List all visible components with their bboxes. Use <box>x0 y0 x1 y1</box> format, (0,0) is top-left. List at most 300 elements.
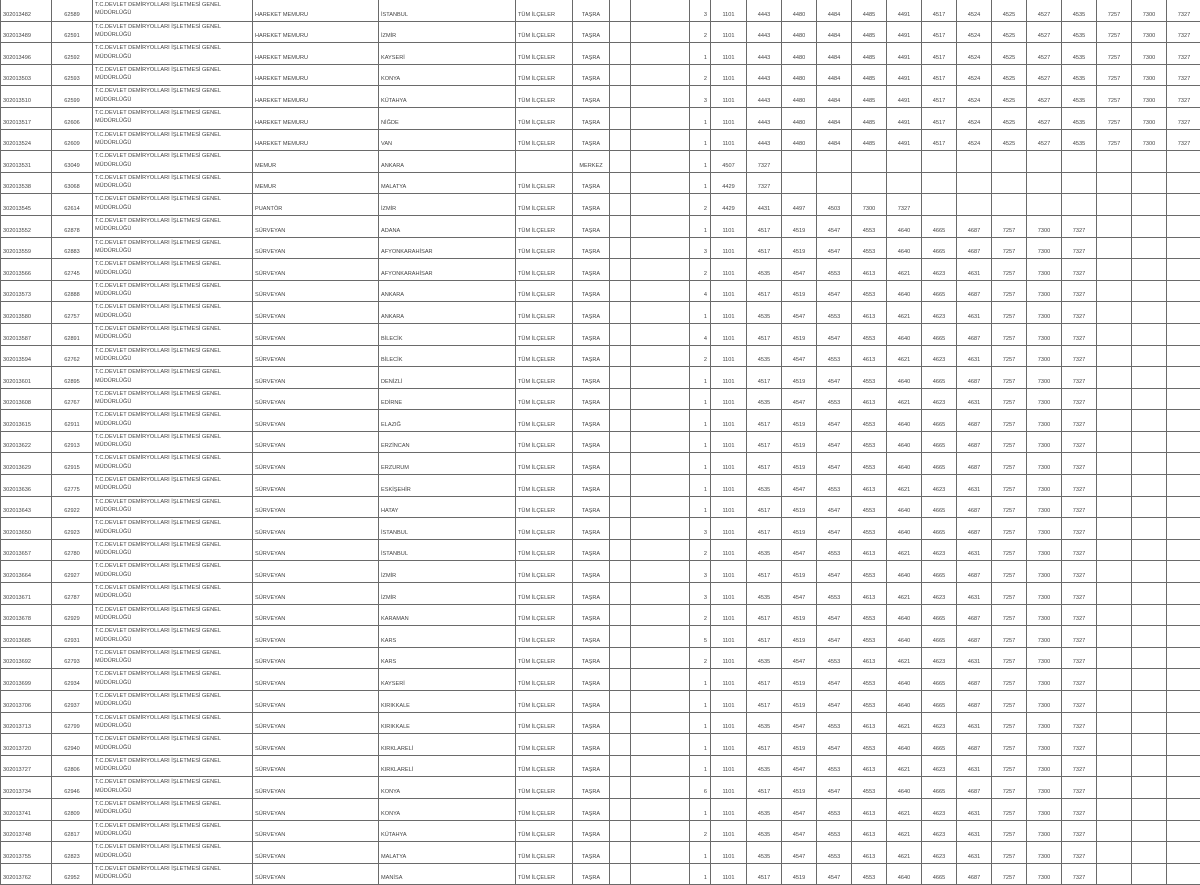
count-cell: 1 <box>690 755 711 777</box>
empty-cell <box>610 151 631 173</box>
qualification-code-cell <box>1132 842 1167 864</box>
position-code-cell: 62589 <box>52 0 93 21</box>
institution-cell <box>93 561 253 583</box>
qualification-code-cell: 7300 <box>1027 367 1062 389</box>
qualification-code-cell: 1101 <box>711 237 747 259</box>
institution-line-1: T.C.DEVLET DEMİRYOLLARI İŞLETMESİ GENEL <box>95 239 250 247</box>
qualification-code-cell <box>1132 431 1167 453</box>
qualification-code-cell <box>1167 323 1200 345</box>
qualification-code-cell: 4535 <box>747 259 782 281</box>
count-cell: 1 <box>690 367 711 389</box>
qualification-code-cell: 4553 <box>817 302 852 324</box>
qualification-code-cell: 1101 <box>711 734 747 756</box>
position-code-cell: 62922 <box>52 496 93 518</box>
institution-line-2: MÜDÜRLÜĞÜ <box>95 139 250 147</box>
institution-cell <box>93 215 253 237</box>
region-cell: TAŞRA <box>573 475 610 497</box>
qualification-code-cell: 4517 <box>922 64 957 86</box>
count-cell: 1 <box>690 734 711 756</box>
district-cell: TÜM İLÇELER <box>516 323 573 345</box>
qualification-code-cell: 4517 <box>747 626 782 648</box>
title-cell: SÜRVEYAN <box>253 691 379 713</box>
position-code-cell: 62762 <box>52 345 93 367</box>
position-id-cell: 302013580 <box>1 302 52 324</box>
qualification-code-cell: 4687 <box>957 280 992 302</box>
qualification-code-cell <box>1097 777 1132 799</box>
qualification-code-cell: 7300 <box>1132 129 1167 151</box>
qualification-code-cell: 4553 <box>852 691 887 713</box>
region-cell: TAŞRA <box>573 863 610 885</box>
table-row <box>1 583 1200 605</box>
city-cell: KONYA <box>379 64 516 86</box>
qualification-code-cell: 4519 <box>782 777 817 799</box>
qualification-code-cell: 7300 <box>1132 86 1167 108</box>
city-cell: ANKARA <box>379 302 516 324</box>
qualification-code-cell: 7257 <box>992 496 1027 518</box>
qualification-code-cell: 4547 <box>817 626 852 648</box>
title-cell: SÜRVEYAN <box>253 777 379 799</box>
qualification-code-cell: 4631 <box>957 475 992 497</box>
qualification-code-cell: 7300 <box>1027 820 1062 842</box>
empty-cell <box>631 453 690 475</box>
qualification-code-cell: 4484 <box>817 21 852 43</box>
qualification-code-cell: 4507 <box>711 151 747 173</box>
position-code-cell: 62878 <box>52 215 93 237</box>
qualification-code-cell <box>1132 626 1167 648</box>
institution-cell <box>93 151 253 173</box>
institution-line-1: T.C.DEVLET DEMİRYOLLARI İŞLETMESİ GENEL <box>95 260 250 268</box>
qualification-code-cell <box>1167 777 1200 799</box>
position-code-cell: 62888 <box>52 280 93 302</box>
region-cell: TAŞRA <box>573 194 610 216</box>
qualification-code-cell: 4491 <box>887 86 922 108</box>
empty-cell <box>610 237 631 259</box>
institution-cell <box>93 280 253 302</box>
city-cell: ESKİŞEHİR <box>379 475 516 497</box>
table-row <box>1 151 1200 173</box>
qualification-code-cell: 4484 <box>817 43 852 65</box>
count-cell: 1 <box>690 107 711 129</box>
qualification-code-cell: 4640 <box>887 691 922 713</box>
region-cell: TAŞRA <box>573 647 610 669</box>
qualification-code-cell: 4525 <box>992 21 1027 43</box>
qualification-code-cell <box>1167 302 1200 324</box>
qualification-code-cell: 4535 <box>1062 107 1097 129</box>
institution-cell <box>93 64 253 86</box>
qualification-code-cell: 7257 <box>992 367 1027 389</box>
qualification-code-cell: 7327 <box>1062 863 1097 885</box>
qualification-code-cell: 4665 <box>922 280 957 302</box>
qualification-code-cell: 4553 <box>852 518 887 540</box>
city-cell: KAYSERİ <box>379 43 516 65</box>
qualification-code-cell: 4519 <box>782 734 817 756</box>
qualification-code-cell <box>1132 345 1167 367</box>
qualification-code-cell: 1101 <box>711 583 747 605</box>
position-code-cell: 62780 <box>52 539 93 561</box>
qualification-code-cell: 4517 <box>747 237 782 259</box>
city-cell: ADANA <box>379 215 516 237</box>
qualification-code-cell: 7257 <box>992 345 1027 367</box>
qualification-code-cell: 4517 <box>747 691 782 713</box>
qualification-code-cell: 4640 <box>887 496 922 518</box>
qualification-code-cell: 7300 <box>1132 43 1167 65</box>
qualification-code-cell <box>1097 367 1132 389</box>
institution-line-2: MÜDÜRLÜĞÜ <box>95 679 250 687</box>
qualification-code-cell: 4621 <box>887 647 922 669</box>
qualification-code-cell: 4553 <box>852 367 887 389</box>
empty-cell <box>631 669 690 691</box>
institution-line-2: MÜDÜRLÜĞÜ <box>95 290 250 298</box>
qualification-code-cell <box>1132 237 1167 259</box>
qualification-code-cell <box>1097 842 1132 864</box>
institution-cell <box>93 259 253 281</box>
qualification-code-cell: 4547 <box>817 215 852 237</box>
empty-cell <box>631 777 690 799</box>
qualification-code-cell <box>1062 194 1097 216</box>
title-cell: SÜRVEYAN <box>253 215 379 237</box>
qualification-code-cell: 4613 <box>852 842 887 864</box>
qualification-code-cell: 4621 <box>887 302 922 324</box>
empty-cell <box>631 863 690 885</box>
qualification-code-cell <box>1167 842 1200 864</box>
empty-cell <box>610 194 631 216</box>
position-id-cell: 302013727 <box>1 755 52 777</box>
institution-line-1: T.C.DEVLET DEMİRYOLLARI İŞLETMESİ GENEL <box>95 44 250 52</box>
qualification-code-cell: 7300 <box>1027 496 1062 518</box>
table-row <box>1 215 1200 237</box>
qualification-code-cell <box>992 194 1027 216</box>
qualification-code-cell <box>1097 237 1132 259</box>
count-cell: 1 <box>690 475 711 497</box>
institution-line-1: T.C.DEVLET DEMİRYOLLARI İŞLETMESİ GENEL <box>95 843 250 851</box>
qualification-code-cell: 4553 <box>852 777 887 799</box>
empty-cell <box>631 172 690 194</box>
qualification-code-cell: 4525 <box>992 129 1027 151</box>
institution-line-2: MÜDÜRLÜĞÜ <box>95 441 250 449</box>
qualification-code-cell: 4527 <box>1027 129 1062 151</box>
qualification-code-cell: 4535 <box>747 388 782 410</box>
qualification-code-cell: 4687 <box>957 237 992 259</box>
qualification-code-cell <box>1062 151 1097 173</box>
qualification-code-cell: 7257 <box>992 280 1027 302</box>
institution-line-1: T.C.DEVLET DEMİRYOLLARI İŞLETMESİ GENEL <box>95 66 250 74</box>
qualification-code-cell <box>1097 712 1132 734</box>
empty-cell <box>610 21 631 43</box>
qualification-code-cell: 4640 <box>887 863 922 885</box>
position-code-cell: 62923 <box>52 518 93 540</box>
qualification-code-cell: 7327 <box>747 172 782 194</box>
qualification-code-cell: 4519 <box>782 518 817 540</box>
institution-line-1: T.C.DEVLET DEMİRYOLLARI İŞLETMESİ GENEL <box>95 800 250 808</box>
count-cell: 1 <box>690 129 711 151</box>
empty-cell <box>610 518 631 540</box>
position-id-cell: 302013545 <box>1 194 52 216</box>
table-row <box>1 194 1200 216</box>
empty-cell <box>610 323 631 345</box>
qualification-code-cell: 1101 <box>711 367 747 389</box>
qualification-code-cell <box>1097 496 1132 518</box>
title-cell: SÜRVEYAN <box>253 798 379 820</box>
count-cell: 1 <box>690 691 711 713</box>
region-cell: MERKEZ <box>573 151 610 173</box>
qualification-code-cell: 7300 <box>1132 64 1167 86</box>
qualification-code-cell: 4640 <box>887 280 922 302</box>
qualification-code-cell: 4631 <box>957 259 992 281</box>
table-row <box>1 734 1200 756</box>
qualification-code-cell: 1101 <box>711 302 747 324</box>
city-cell: İZMİR <box>379 21 516 43</box>
region-cell: TAŞRA <box>573 259 610 281</box>
qualification-code-cell: 7257 <box>992 518 1027 540</box>
qualification-code-cell: 4553 <box>852 280 887 302</box>
empty-cell <box>631 583 690 605</box>
qualification-code-cell: 4517 <box>747 669 782 691</box>
empty-cell <box>631 496 690 518</box>
position-code-cell: 62929 <box>52 604 93 626</box>
qualification-code-cell: 4535 <box>747 583 782 605</box>
qualification-code-cell <box>1097 561 1132 583</box>
qualification-code-cell: 1101 <box>711 604 747 626</box>
qualification-code-cell: 4443 <box>747 129 782 151</box>
qualification-code-cell: 4665 <box>922 496 957 518</box>
qualification-code-cell: 4535 <box>747 539 782 561</box>
qualification-code-cell: 4517 <box>747 280 782 302</box>
qualification-code-cell: 4484 <box>817 64 852 86</box>
table-row <box>1 626 1200 648</box>
position-id-cell: 302013755 <box>1 842 52 864</box>
district-cell: TÜM İLÇELER <box>516 129 573 151</box>
region-cell: TAŞRA <box>573 842 610 864</box>
qualification-code-cell: 7327 <box>1062 431 1097 453</box>
empty-cell <box>631 280 690 302</box>
count-cell: 1 <box>690 410 711 432</box>
empty-cell <box>610 410 631 432</box>
qualification-code-cell: 4631 <box>957 302 992 324</box>
position-code-cell: 62793 <box>52 647 93 669</box>
empty-cell <box>631 259 690 281</box>
title-cell: SÜRVEYAN <box>253 410 379 432</box>
qualification-code-cell: 1101 <box>711 755 747 777</box>
institution-line-1: T.C.DEVLET DEMİRYOLLARI İŞLETMESİ GENEL <box>95 606 250 614</box>
title-cell: MEMUR <box>253 151 379 173</box>
qualification-code-cell: 4525 <box>992 107 1027 129</box>
position-id-cell: 302013615 <box>1 410 52 432</box>
qualification-code-cell: 7300 <box>1027 215 1062 237</box>
qualification-code-cell: 4640 <box>887 669 922 691</box>
title-cell: SÜRVEYAN <box>253 561 379 583</box>
institution-line-1: T.C.DEVLET DEMİRYOLLARI İŞLETMESİ GENEL <box>95 822 250 830</box>
empty-cell <box>610 345 631 367</box>
qualification-code-cell: 4517 <box>747 863 782 885</box>
qualification-code-cell <box>1097 691 1132 713</box>
region-cell: TAŞRA <box>573 798 610 820</box>
region-cell: TAŞRA <box>573 583 610 605</box>
qualification-code-cell: 7257 <box>992 626 1027 648</box>
institution-cell <box>93 777 253 799</box>
region-cell: TAŞRA <box>573 64 610 86</box>
institution-cell <box>93 172 253 194</box>
title-cell: MEMUR <box>253 172 379 194</box>
table-row <box>1 129 1200 151</box>
empty-cell <box>610 539 631 561</box>
qualification-code-cell: 7300 <box>1027 561 1062 583</box>
qualification-code-cell: 4640 <box>887 410 922 432</box>
qualification-code-cell: 4535 <box>1062 21 1097 43</box>
qualification-code-cell: 1101 <box>711 842 747 864</box>
table-row <box>1 86 1200 108</box>
district-cell: TÜM İLÇELER <box>516 345 573 367</box>
title-cell: SÜRVEYAN <box>253 583 379 605</box>
qualification-code-cell: 4621 <box>887 712 922 734</box>
count-cell: 2 <box>690 345 711 367</box>
qualification-code-cell: 7327 <box>1062 518 1097 540</box>
institution-line-1: T.C.DEVLET DEMİRYOLLARI İŞLETMESİ GENEL <box>95 23 250 31</box>
qualification-code-cell: 4480 <box>782 64 817 86</box>
qualification-code-cell: 4547 <box>817 691 852 713</box>
qualification-code-cell: 7257 <box>1097 129 1132 151</box>
empty-cell <box>631 151 690 173</box>
district-cell: TÜM İLÇELER <box>516 64 573 86</box>
qualification-code-cell: 4535 <box>747 842 782 864</box>
city-cell: KAYSERİ <box>379 669 516 691</box>
qualification-code-cell <box>1062 172 1097 194</box>
count-cell: 3 <box>690 237 711 259</box>
qualification-code-cell <box>1097 323 1132 345</box>
qualification-code-cell: 4525 <box>992 43 1027 65</box>
title-cell: SÜRVEYAN <box>253 669 379 691</box>
qualification-code-cell: 4623 <box>922 798 957 820</box>
position-code-cell: 63049 <box>52 151 93 173</box>
institution-line-1: T.C.DEVLET DEMİRYOLLARI İŞLETMESİ GENEL <box>95 649 250 657</box>
qualification-code-cell <box>887 151 922 173</box>
qualification-code-cell: 7327 <box>1062 323 1097 345</box>
qualification-code-cell <box>1097 647 1132 669</box>
institution-line-2: MÜDÜRLÜĞÜ <box>95 420 250 428</box>
qualification-code-cell <box>1097 669 1132 691</box>
qualification-code-cell: 7300 <box>1027 410 1062 432</box>
count-cell: 2 <box>690 647 711 669</box>
position-id-cell: 302013587 <box>1 323 52 345</box>
region-cell: TAŞRA <box>573 0 610 21</box>
qualification-code-cell: 4613 <box>852 712 887 734</box>
position-id-cell: 302013594 <box>1 345 52 367</box>
qualification-code-cell: 4547 <box>817 237 852 259</box>
region-cell: TAŞRA <box>573 820 610 842</box>
qualification-code-cell: 4613 <box>852 583 887 605</box>
qualification-code-cell: 4547 <box>817 518 852 540</box>
qualification-code-cell: 4621 <box>887 475 922 497</box>
qualification-code-cell: 4524 <box>957 0 992 21</box>
title-cell: HAREKET MEMURU <box>253 86 379 108</box>
title-cell: SÜRVEYAN <box>253 237 379 259</box>
qualification-code-cell: 4524 <box>957 129 992 151</box>
qualification-code-cell <box>1132 583 1167 605</box>
qualification-code-cell <box>957 194 992 216</box>
city-cell: HATAY <box>379 496 516 518</box>
qualification-code-cell: 4687 <box>957 777 992 799</box>
qualification-code-cell: 4631 <box>957 583 992 605</box>
count-cell: 2 <box>690 539 711 561</box>
region-cell: TAŞRA <box>573 777 610 799</box>
qualification-code-cell: 4547 <box>817 734 852 756</box>
institution-line-2: MÜDÜRLÜĞÜ <box>95 700 250 708</box>
qualification-code-cell: 7300 <box>1027 280 1062 302</box>
region-cell: TAŞRA <box>573 388 610 410</box>
qualification-code-cell: 7300 <box>1027 626 1062 648</box>
qualification-code-cell: 4535 <box>1062 64 1097 86</box>
qualification-code-cell: 4623 <box>922 345 957 367</box>
table-row <box>1 496 1200 518</box>
institution-line-1: T.C.DEVLET DEMİRYOLLARI İŞLETMESİ GENEL <box>95 498 250 506</box>
empty-cell <box>631 820 690 842</box>
institution-cell <box>93 626 253 648</box>
qualification-code-cell <box>1097 798 1132 820</box>
qualification-code-cell: 7257 <box>992 863 1027 885</box>
qualification-code-cell: 7300 <box>1132 21 1167 43</box>
qualification-code-cell: 4687 <box>957 604 992 626</box>
qualification-code-cell <box>1132 194 1167 216</box>
qualification-code-cell: 7327 <box>1062 410 1097 432</box>
title-cell: SÜRVEYAN <box>253 345 379 367</box>
qualification-code-cell <box>1132 798 1167 820</box>
qualification-code-cell: 1101 <box>711 215 747 237</box>
empty-cell <box>610 0 631 21</box>
position-id-cell: 302013482 <box>1 0 52 21</box>
institution-cell <box>93 0 253 21</box>
region-cell: TAŞRA <box>573 215 610 237</box>
qualification-code-cell: 7327 <box>1167 21 1200 43</box>
institution-cell <box>93 302 253 324</box>
qualification-code-cell: 4535 <box>747 820 782 842</box>
qualification-code-cell: 4623 <box>922 647 957 669</box>
region-cell: TAŞRA <box>573 691 610 713</box>
qualification-code-cell: 4547 <box>817 496 852 518</box>
table-row <box>1 863 1200 885</box>
qualification-code-cell: 4553 <box>852 863 887 885</box>
position-id-cell: 302013503 <box>1 64 52 86</box>
qualification-code-cell: 1101 <box>711 280 747 302</box>
qualification-code-cell: 4553 <box>852 237 887 259</box>
qualification-code-cell: 4665 <box>922 453 957 475</box>
qualification-code-cell: 4517 <box>747 431 782 453</box>
qualification-code-cell <box>1167 388 1200 410</box>
qualification-code-cell: 1101 <box>711 798 747 820</box>
qualification-code-cell: 4519 <box>782 215 817 237</box>
qualification-code-cell <box>1167 583 1200 605</box>
title-cell: HAREKET MEMURU <box>253 129 379 151</box>
qualification-code-cell <box>1132 539 1167 561</box>
count-cell: 2 <box>690 259 711 281</box>
institution-line-1: T.C.DEVLET DEMİRYOLLARI İŞLETMESİ GENEL <box>95 390 250 398</box>
qualification-code-cell: 7300 <box>1027 604 1062 626</box>
qualification-code-cell: 7257 <box>1097 64 1132 86</box>
position-id-cell: 302013517 <box>1 107 52 129</box>
qualification-code-cell: 7257 <box>1097 86 1132 108</box>
qualification-code-cell: 4491 <box>887 64 922 86</box>
empty-cell <box>631 86 690 108</box>
qualification-code-cell <box>1167 496 1200 518</box>
qualification-code-cell: 4687 <box>957 691 992 713</box>
institution-line-2: MÜDÜRLÜĞÜ <box>95 787 250 795</box>
qualification-code-cell: 4553 <box>817 345 852 367</box>
institution-cell <box>93 388 253 410</box>
count-cell: 1 <box>690 43 711 65</box>
qualification-code-cell: 7327 <box>1062 496 1097 518</box>
table-row <box>1 453 1200 475</box>
qualification-code-cell: 4535 <box>747 475 782 497</box>
institution-cell <box>93 496 253 518</box>
district-cell: TÜM İLÇELER <box>516 194 573 216</box>
